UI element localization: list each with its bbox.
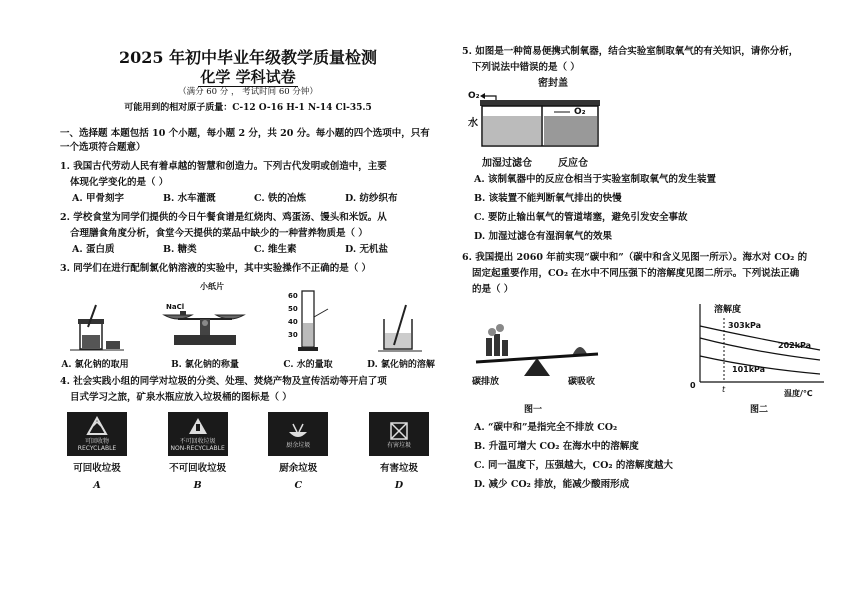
o2-outlet-label: O₂ (468, 91, 480, 101)
bin-b-en: NON-RECYCLABLE (170, 445, 225, 452)
figure-2-caption: 图二 (750, 405, 769, 415)
left-column (60, 44, 436, 491)
label-202kpa: 202kPa (778, 341, 812, 350)
cylinder-tick-50: 50 (288, 305, 298, 313)
bin-c-letter: C (294, 480, 303, 491)
q2-options (60, 242, 436, 257)
seal-cap-label: 密封盖 (538, 78, 568, 89)
q5-option-c[interactable]: C. 要防止输出氧气的管道堵塞，避免引发安全事故 (474, 212, 688, 223)
q4-bins (60, 412, 436, 491)
o2-inner-label: O₂ (574, 107, 586, 117)
bin-b-letter: B (193, 480, 202, 491)
q5-option-a[interactable]: A. 该制氧器中的反应仓相当于实验室制取氧气的发生装置 (474, 174, 716, 185)
q3-figures (60, 279, 436, 370)
section-heading: 一、选择题 本题包括 10 个小题，每小题 2 分，共 20 分。每小题的四个选项中，只有一个选项符合题意） (60, 128, 430, 153)
bin-b-label: 不可回收垃圾 (169, 463, 227, 474)
q3-option-b[interactable]: B. 氯化钠的称量 (171, 360, 239, 370)
recycle-icon (67, 412, 127, 456)
exam-subtitle (60, 69, 436, 85)
bin-b-cn: 不可回收垃圾 (179, 438, 216, 445)
q4-stem-line-1: 4. 社会实践小组的同学对垃圾的分类、处理、焚烧产物及宣传活动等开启了项 (60, 376, 387, 387)
carbon-emission-label: 碳排放 (472, 377, 500, 387)
solubility-chart (684, 298, 834, 418)
bin-d-cn: 有害垃圾 (386, 441, 411, 449)
bin-option-a[interactable] (64, 412, 130, 491)
filter-chamber-label: 加湿过滤仓 (482, 158, 532, 169)
q5-stem-line-2: 下列说法中错误的是（ ） (472, 62, 580, 73)
q5-options (462, 170, 834, 246)
bin-option-b[interactable] (165, 412, 231, 491)
temperature-axis-label: 温度/℃ (784, 389, 813, 398)
graduated-cylinder-icon (280, 287, 336, 357)
bin-d-letter: D (394, 480, 404, 491)
q2-option-b[interactable]: B. 糖类 (163, 244, 197, 255)
carbon-absorption-label: 碳吸收 (568, 377, 596, 387)
q6-figures (462, 298, 834, 418)
cylinder-tick-40: 40 (288, 318, 298, 326)
q5-option-b[interactable]: B. 该装置不能判断氧气排出的快慢 (474, 193, 622, 204)
question-3 (60, 261, 436, 277)
t-label: t (722, 385, 726, 394)
q1-options (60, 191, 436, 206)
q6-stem-line-1: 6. 我国提出 2060 年前实现“碳中和”（碳中和含义见图一所示）。海水对 CO₂ 的 (462, 252, 808, 263)
q2-option-a[interactable]: A. 蛋白质 (72, 244, 115, 255)
q3-option-a[interactable]: A. 氯化钠的取用 (61, 360, 129, 370)
q1-option-a[interactable]: A. 甲骨刻字 (72, 193, 124, 204)
bin-a-label: 可回收垃圾 (73, 463, 121, 474)
question-2 (60, 210, 436, 242)
bin-c-label: 厨余垃圾 (279, 463, 318, 474)
q1-stem-line-2: 体现化学变化的是（ ） (70, 177, 169, 188)
question-6 (462, 250, 834, 298)
q2-option-d[interactable]: D. 无机盐 (345, 244, 389, 255)
q3-stem: 3. 同学们在进行配制氯化钠溶液的实验中，其中实验操作不正确的是（ ） (60, 263, 372, 274)
label-101kpa: 101kPa (732, 365, 766, 374)
right-column (462, 44, 834, 494)
q6-option-d[interactable]: D. 减少 CO₂ 排放，能减少酸雨形成 (474, 479, 630, 490)
origin-label: 0 (690, 381, 696, 390)
q3-figure-a (60, 297, 130, 370)
carbon-balance-figure (462, 298, 612, 418)
figure-1-caption: 图一 (524, 405, 543, 415)
q1-stem-line-1: 1. 我国古代劳动人民有着卓越的智慧和创造力。下列古代发明或创造中，主要 (60, 161, 387, 172)
paper-label: 小纸片 (200, 282, 224, 291)
q2-stem-line-1: 2. 学校食堂为同学们提供的今日午餐食谱是红烧肉、鸡蛋汤、馒头和米饭。从 (60, 212, 387, 223)
q5-stem-line-1: 5. 如图是一种简易便携式制氧器，结合实验室制取氧气的有关知识，请你分析， (462, 46, 799, 57)
q1-option-b[interactable]: B. 水车灌溉 (163, 193, 216, 204)
q6-options (462, 418, 834, 494)
q3-figure-d (366, 297, 436, 370)
q6-option-b[interactable]: B. 升温可增大 CO₂ 在海水中的溶解度 (474, 441, 639, 452)
q3-figure-c (280, 287, 336, 370)
q3-option-c[interactable]: C. 水的量取 (283, 360, 333, 370)
q6-stem-line-2: 固定起重要作用，CO₂ 在水中不同压强下的溶解度见图二所示。下列说法正确 (472, 268, 800, 279)
bin-option-d[interactable] (366, 412, 432, 491)
bin-a-cn: 可回收物 (84, 438, 109, 445)
balance-scale-icon (160, 279, 250, 357)
hazardous-waste-icon (369, 412, 429, 456)
atomic-masses: 可能用到的相对原子质量：C-12 O-16 H-1 N-14 Cl-35.5 (124, 103, 372, 113)
q6-option-a[interactable]: A. “碳中和”是指完全不排放 CO₂ (474, 422, 618, 433)
non-recyclable-icon (168, 412, 228, 456)
subject-label: 化学 学科试卷 (200, 68, 296, 86)
bin-a-letter: A (93, 480, 101, 491)
q6-option-c[interactable]: C. 同一温度下，压强越大，CO₂ 的溶解度越大 (474, 460, 673, 471)
nacl-label: NaCl (166, 303, 185, 311)
bin-option-c[interactable] (265, 412, 331, 491)
bin-d-label: 有害垃圾 (379, 463, 418, 474)
q6-stem-line-3: 的是（ ） (472, 284, 514, 295)
q3-figure-b (160, 279, 250, 370)
cylinder-tick-60: 60 (288, 292, 298, 300)
question-4 (60, 374, 436, 406)
q1-option-c[interactable]: C. 铁的冶炼 (254, 193, 307, 204)
reaction-chamber-label: 反应仓 (558, 158, 588, 169)
water-label: 水 (468, 118, 478, 129)
oxygen-generator-diagram (466, 76, 626, 170)
q2-option-c[interactable]: C. 维生素 (254, 244, 297, 255)
q3-option-d[interactable]: D. 氯化钠的溶解 (367, 360, 435, 370)
bin-c-cn: 厨余垃圾 (286, 441, 311, 449)
beaker-stir-icon (366, 297, 436, 357)
exam-title: 2025 年初中毕业年级教学质量检测 (118, 48, 378, 67)
cylinder-tick-30: 30 (288, 331, 298, 339)
salt-jar-icon (60, 297, 130, 357)
kitchen-waste-icon (268, 412, 328, 456)
exam-note: （满分 60 分 ， 考试时间 60 分钟） (178, 87, 318, 97)
bin-a-en: RECYCLABLE (77, 445, 117, 452)
question-5 (462, 44, 834, 76)
q1-option-d[interactable]: D. 纺纱织布 (345, 193, 398, 204)
label-303kpa: 303kPa (728, 321, 762, 330)
question-1 (60, 159, 436, 191)
q2-stem-line-2: 合理膳食角度分析，食堂今天提供的菜品中缺少的一种营养物质是（ ） (70, 228, 368, 239)
solubility-axis-label: 溶解度 (714, 305, 742, 315)
q4-stem-line-2: 目式学习之旅，矿泉水瓶应放入垃圾桶的图标是（ ） (70, 392, 292, 403)
q5-option-d[interactable]: D. 加湿过滤仓有湿润氧气的效果 (474, 231, 613, 242)
